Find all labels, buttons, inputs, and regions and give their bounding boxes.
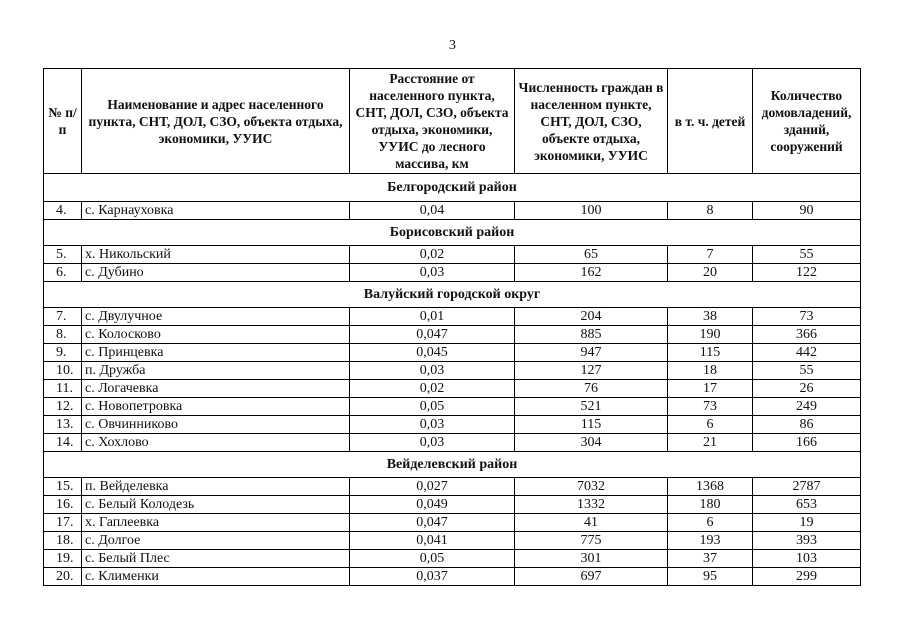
row-children: 18 (668, 362, 753, 380)
row-population: 162 (515, 264, 668, 282)
row-buildings: 442 (753, 344, 861, 362)
table-row (44, 246, 861, 264)
row-distance: 0,03 (350, 416, 515, 434)
row-num: 18. (44, 532, 82, 550)
row-children: 8 (668, 202, 753, 220)
row-children: 190 (668, 326, 753, 344)
table-row (44, 362, 861, 380)
row-buildings: 122 (753, 264, 861, 282)
row-name: с. Овчинниково (82, 416, 350, 434)
table-row (44, 326, 861, 344)
row-population: 947 (515, 344, 668, 362)
row-population: 7032 (515, 478, 668, 496)
row-population: 521 (515, 398, 668, 416)
header-population: Численность граждан в населенном пункте, СНТ, ДОЛ, СЗО, объекте отдыха, экономики, УУИС (515, 69, 668, 174)
row-population: 65 (515, 246, 668, 264)
row-population: 100 (515, 202, 668, 220)
row-children: 193 (668, 532, 753, 550)
table-row (44, 550, 861, 568)
row-population: 775 (515, 532, 668, 550)
row-distance: 0,045 (350, 344, 515, 362)
row-name: п. Вейделевка (82, 478, 350, 496)
table-row (44, 416, 861, 434)
row-buildings: 55 (753, 362, 861, 380)
row-distance: 0,02 (350, 380, 515, 398)
row-num: 4. (44, 202, 82, 220)
row-children: 115 (668, 344, 753, 362)
table-row (44, 308, 861, 326)
row-buildings: 73 (753, 308, 861, 326)
row-name: х. Никольский (82, 246, 350, 264)
row-name: с. Двулучное (82, 308, 350, 326)
row-num: 7. (44, 308, 82, 326)
row-name: с. Клименки (82, 568, 350, 586)
row-buildings: 26 (753, 380, 861, 398)
row-distance: 0,027 (350, 478, 515, 496)
header-name: Наименование и адрес населенного пункта, СНТ, ДОЛ, СЗО, объекта отдыха, экономики, УУИС (82, 69, 350, 174)
table-row (44, 568, 861, 586)
row-distance: 0,037 (350, 568, 515, 586)
row-population: 127 (515, 362, 668, 380)
row-name: с. Белый Плес (82, 550, 350, 568)
region-row (44, 452, 861, 478)
row-num: 12. (44, 398, 82, 416)
row-population: 304 (515, 434, 668, 452)
row-name: х. Гаплеевка (82, 514, 350, 532)
row-num: 10. (44, 362, 82, 380)
row-distance: 0,05 (350, 398, 515, 416)
row-distance: 0,03 (350, 362, 515, 380)
table-row (44, 202, 861, 220)
row-population: 1332 (515, 496, 668, 514)
row-name: с. Принцевка (82, 344, 350, 362)
table-row (44, 532, 861, 550)
row-num: 20. (44, 568, 82, 586)
region-row (44, 220, 861, 246)
row-buildings: 299 (753, 568, 861, 586)
table-row (44, 478, 861, 496)
row-population: 204 (515, 308, 668, 326)
page-number: 3 (449, 38, 456, 53)
row-children: 6 (668, 514, 753, 532)
row-children: 6 (668, 416, 753, 434)
row-name: с. Белый Колодезь (82, 496, 350, 514)
row-population: 115 (515, 416, 668, 434)
row-name: с. Логачевка (82, 380, 350, 398)
row-name: с. Хохлово (82, 434, 350, 452)
row-name: с. Карнауховка (82, 202, 350, 220)
table-row (44, 264, 861, 282)
row-distance: 0,047 (350, 326, 515, 344)
table-row (44, 514, 861, 532)
row-num: 13. (44, 416, 82, 434)
table-row (44, 380, 861, 398)
table-row (44, 496, 861, 514)
table-body (44, 174, 861, 586)
row-buildings: 166 (753, 434, 861, 452)
row-buildings: 249 (753, 398, 861, 416)
region-name: Борисовский район (44, 220, 861, 246)
region-row (44, 282, 861, 308)
row-children: 73 (668, 398, 753, 416)
row-num: 14. (44, 434, 82, 452)
row-buildings: 653 (753, 496, 861, 514)
region-name: Вейделевский район (44, 452, 861, 478)
row-buildings: 2787 (753, 478, 861, 496)
row-buildings: 19 (753, 514, 861, 532)
row-children: 20 (668, 264, 753, 282)
table-row (44, 398, 861, 416)
row-buildings: 90 (753, 202, 861, 220)
settlements-table (43, 68, 861, 586)
row-population: 41 (515, 514, 668, 532)
row-distance: 0,047 (350, 514, 515, 532)
row-buildings: 393 (753, 532, 861, 550)
row-distance: 0,03 (350, 264, 515, 282)
row-num: 9. (44, 344, 82, 362)
region-name: Белгородский район (44, 174, 861, 202)
row-name: с. Колосково (82, 326, 350, 344)
row-children: 17 (668, 380, 753, 398)
row-children: 37 (668, 550, 753, 568)
row-buildings: 86 (753, 416, 861, 434)
row-children: 7 (668, 246, 753, 264)
row-distance: 0,05 (350, 550, 515, 568)
row-distance: 0,02 (350, 246, 515, 264)
row-population: 76 (515, 380, 668, 398)
row-children: 95 (668, 568, 753, 586)
row-name: с. Дубино (82, 264, 350, 282)
row-num: 19. (44, 550, 82, 568)
row-distance: 0,041 (350, 532, 515, 550)
row-num: 16. (44, 496, 82, 514)
row-buildings: 55 (753, 246, 861, 264)
row-num: 11. (44, 380, 82, 398)
row-num: 8. (44, 326, 82, 344)
header-children: в т. ч. детей (668, 69, 753, 174)
row-num: 17. (44, 514, 82, 532)
row-buildings: 366 (753, 326, 861, 344)
region-row (44, 174, 861, 202)
row-num: 5. (44, 246, 82, 264)
header-distance: Расстояние от населенного пункта, СНТ, ДОЛ, СЗО, объекта отдыха, экономики, УУИС до лесного массива, км (350, 69, 515, 174)
row-population: 697 (515, 568, 668, 586)
row-name: с. Новопетровка (82, 398, 350, 416)
row-name: п. Дружба (82, 362, 350, 380)
row-name: с. Долгое (82, 532, 350, 550)
header-buildings: Количество домовладений, зданий, сооружений (753, 69, 861, 174)
row-children: 1368 (668, 478, 753, 496)
row-distance: 0,03 (350, 434, 515, 452)
row-children: 180 (668, 496, 753, 514)
row-distance: 0,04 (350, 202, 515, 220)
region-name: Валуйский городской округ (44, 282, 861, 308)
table-row (44, 434, 861, 452)
header-num: № п/п (44, 69, 82, 174)
table-row (44, 344, 861, 362)
row-buildings: 103 (753, 550, 861, 568)
row-children: 38 (668, 308, 753, 326)
row-population: 885 (515, 326, 668, 344)
row-distance: 0,01 (350, 308, 515, 326)
table-header-row (44, 69, 861, 174)
row-population: 301 (515, 550, 668, 568)
row-num: 15. (44, 478, 82, 496)
row-num: 6. (44, 264, 82, 282)
row-children: 21 (668, 434, 753, 452)
row-distance: 0,049 (350, 496, 515, 514)
